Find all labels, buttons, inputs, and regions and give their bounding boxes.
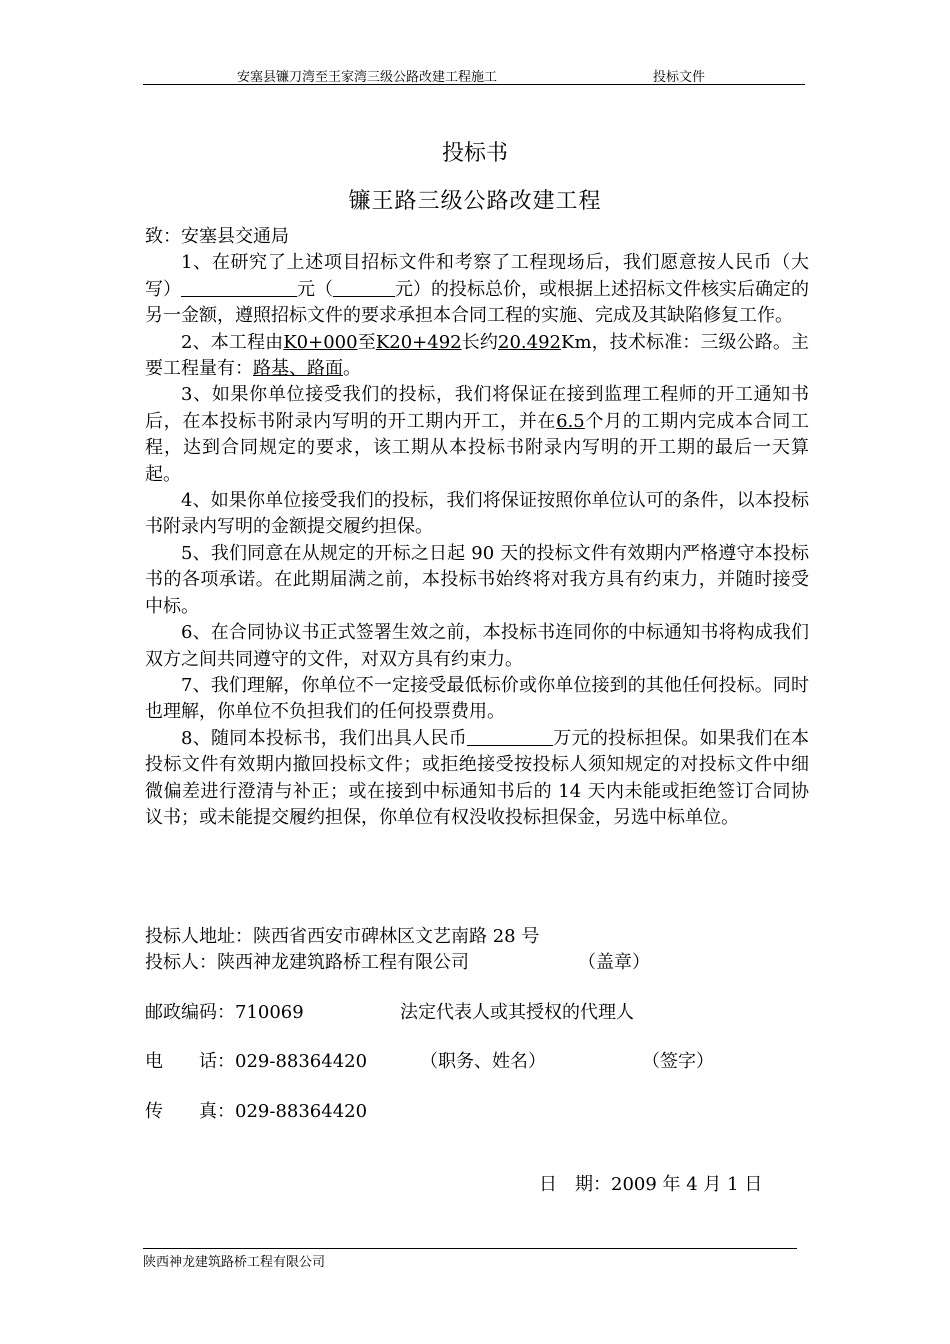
signature-label: （签字） [642, 1051, 714, 1072]
header-project: 安塞县镰刀湾至王家湾三级公路改建工程施工 [237, 70, 498, 85]
postcode: 邮政编码：710069 [145, 1002, 304, 1023]
header-doc-type: 投标文件 [653, 70, 706, 85]
page-header [143, 64, 805, 85]
fax: 传 真：029-88364420 [145, 1101, 368, 1122]
paragraph-8: 8、随同本投标书，我们出具人民币 万元的投标担保。如果我们在本投标文件有效期内撤回投标文件；或拒绝接受按投标人须知规定的对投标文件中细微偏差进行澄清与补正；或在接到中标通知书后的 14 天内未能或拒绝签订合同协议书；或未能提交履约担保，你单位有权没收投标担保金，另选中标单位。 [145, 727, 810, 828]
legal-representative: 法定代表人或其授权的代理人 [400, 1002, 634, 1023]
document-subtitle: 镰王路三级公路改建工程 [348, 189, 602, 214]
bidder-address: 投标人地址：陕西省西安市碑林区文艺南路 28 号 [145, 926, 540, 947]
paragraph-7: 7、我们理解，你单位不一定接受最低标价或你单位接到的其他任何投标。同时也理解，你单位不负担我们的任何投票费用。 [145, 674, 809, 723]
telephone: 电 话：029-88364420 [145, 1051, 368, 1072]
paragraph-6: 6、在合同协议书正式签署生效之前，本投标书连同你的中标通知书将构成我们双方之间共同遵守的文件，对双方具有约束力。 [145, 622, 809, 670]
amount-number-blank [333, 278, 395, 297]
page-footer: 陕西神龙建筑路桥工程有限公司 [143, 1248, 797, 1270]
paragraph-5: 5、我们同意在从规定的开标之日起 90 天的投标文件有效期内严格遵守本投标书的各项承诺。在此期届满之前，本投标书始终将对我方具有约束力，并随时接受中标。 [145, 542, 809, 617]
date: 日 期：2009 年 4 月 1 日 [539, 1174, 763, 1195]
position-name-label: （职务、姓名） [420, 1051, 546, 1072]
paragraph-4: 4、如果你单位接受我们的投标，我们将保证按照你单位认可的条件，以本投标书附录内写明的金额提交履约担保。 [145, 490, 809, 538]
document-title: 投标书 [441, 141, 508, 166]
paragraph-2: 2、本工程由K0+000至K20+492长约20.492Km，技术标准：三级公路。主要工程量有：路基、路面。 [145, 331, 810, 380]
paragraph-1: 1、在研究了上述项目招标文件和考察了工程现场后，我们愿意按人民币（大写） 元（ 元）的投标总价，或根据上述招标文件核实后确定的另一金额，遵照招标文件的要求承担本合同工程的实施、完成及其缺陷修复工作。 [145, 252, 809, 327]
addressee: 致：安塞县交通局 [145, 226, 289, 247]
amount-words-blank [181, 278, 297, 297]
bidder-name: 投标人：陕西神龙建筑路桥工程有限公司 [145, 952, 469, 973]
document-body [145, 224, 809, 831]
guarantee-amount-blank [467, 727, 553, 746]
seal-label: （盖章） [578, 952, 650, 973]
paragraph-3: 3、如果你单位接受我们的投标，我们将保证在接到监理工程师的开工通知书后，在本投标书附录内写明的开工期内开工，并在6.5个月的工期内完成本合同工程，达到合同规定的要求，该工期从本投标书附录内写明的开工期的最后一天算起。 [145, 384, 810, 485]
